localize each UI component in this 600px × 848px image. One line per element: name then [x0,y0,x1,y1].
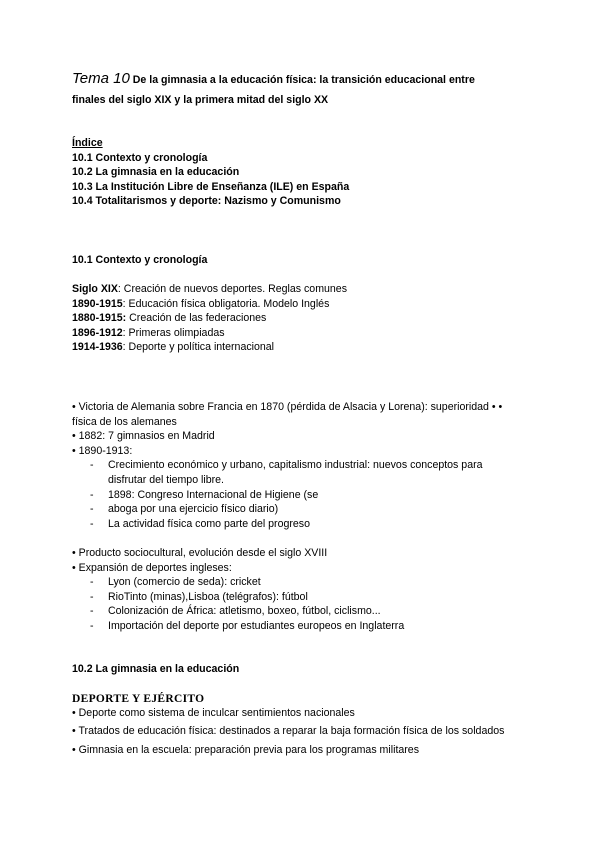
dash-marker: - [90,503,94,516]
timeline-item [72,340,347,355]
timeline-desc: : Creación de nuevos deportes. Reglas comunes [117,283,347,295]
dash-marker: - [90,517,94,530]
timeline-item [72,311,347,326]
dash-marker: - [90,590,94,603]
sub-item-continuation: disfrutar del tiempo libre. [108,473,224,486]
timeline-list [72,282,347,355]
timeline-term: Siglo XIX [72,283,118,295]
timeline-term: 1880-1915: [72,312,127,325]
dash-marker: - [90,488,94,501]
document-title [72,72,542,88]
section2-heading [72,662,239,677]
index-heading: Índice [72,137,103,149]
timeline-term: 1914-1936 [72,341,123,354]
dash-marker: - [90,576,94,589]
section1-heading [72,253,207,268]
bullet-line: • 1890-1913: [72,444,133,457]
section1-heading-text: 10.1 Contexto y cronología [72,254,208,266]
sub-item [72,575,404,590]
timeline-desc: Creación de las federaciones [126,312,267,325]
dash-marker: - [90,459,94,472]
bullet-line: • Producto sociocultural, evolución desde el siglo XVIII [72,547,328,559]
timeline-term: 1890-1915 [72,297,123,310]
sub-item-text: La actividad física como parte del progreso [108,517,310,530]
sub-item-text: aboga por una ejercicio físico diario) [108,503,279,516]
bullet-line: • Victoria de Alemania sobre Francia en 1870 (pérdida de Alsacia y Lorena): superioridad • • [72,401,503,413]
timeline-desc: : Deporte y política internacional [122,341,275,354]
timeline-item [72,326,347,341]
index-item: 10.4 Totalitarismos y deporte: Nazismo y Comunismo [72,195,341,208]
subheading-deporte-ejercito: DEPORTE Y EJÉRCITO [72,693,205,705]
dash-marker: - [90,605,94,618]
context-bullets [72,400,502,531]
sub-item [72,604,404,619]
index-item: 10.1 Contexto y cronología [72,151,208,164]
bullet-line: • Expansión de deportes ingleses: [72,561,232,574]
timeline-desc: : Primeras olimpiadas [122,326,225,339]
dash-marker: - [90,619,94,632]
bullet-line: • Tratados de educación física: destinados a reparar la baja formación física de los soldados [72,725,505,738]
bullet-line: • Deporte como sistema de inculcar sentimientos nacionales [72,706,355,719]
sub-item-text: Crecimiento económico y urbano, capitalismo industrial: nuevos conceptos para [108,459,483,472]
title-part2: finales del siglo XIX y la primera mitad del siglo XX [72,94,329,106]
tema-label: Tema 10 [72,70,130,87]
timeline-item [72,297,347,312]
index-item: 10.3 La Institución Libre de Enseñanza (ILE) en España [72,180,350,193]
timeline-item [72,282,347,297]
sub-item-text: Lyon (comercio de seda): cricket [108,576,261,589]
section2-body [72,692,504,757]
expansion-bullets [72,546,404,634]
bullet-line: física de los alemanes [72,415,177,428]
sub-item-text: 1898: Congreso Internacional de Higiene (se [108,488,319,501]
sub-item-text: RioTinto (minas),Lisboa (telégrafos): fútbol [108,590,308,603]
bullet-line: • Gimnasia en la escuela: preparación previa para los programas militares [72,743,419,756]
sub-item [72,488,502,503]
timeline-term: 1896-1912 [72,326,123,339]
sub-item [72,517,502,532]
sub-item [72,619,404,634]
bullet-line: • 1882: 7 gimnasios en Madrid [72,430,215,443]
sub-item [72,502,502,517]
section2-heading-text: 10.2 La gimnasia en la educación [72,663,240,675]
sub-item-text: Importación del deporte por estudiantes europeos en Inglaterra [108,619,405,632]
sub-item [72,458,502,473]
sub-item [72,590,404,605]
index-item: 10.2 La gimnasia en la educación [72,166,240,179]
index-section [72,136,349,209]
sub-item-text: Colonización de África: atletismo, boxeo, fútbol, ciclismo... [108,605,381,618]
title-part1: De la gimnasia a la educación física: la transición educacional entre [132,74,475,86]
timeline-desc: : Educación física obligatoria. Modelo Inglés [122,297,330,310]
